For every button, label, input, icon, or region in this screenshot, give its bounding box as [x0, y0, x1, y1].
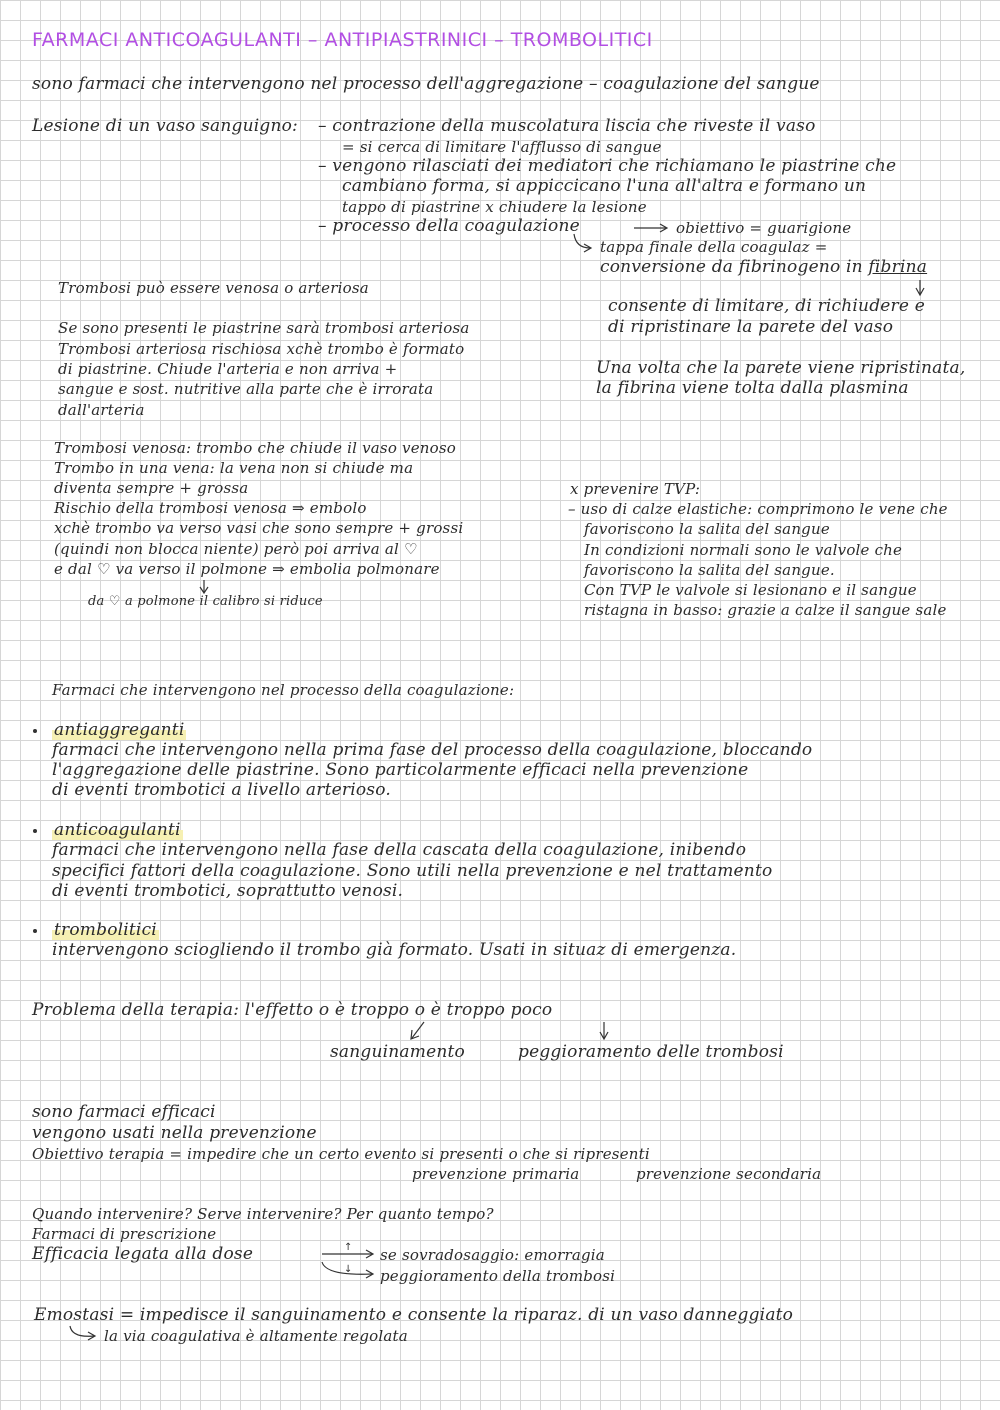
- hemostasis-line-1: Emostasi = impedisce il sanguinamento e consente la riparaz. di un vaso danneggiato: [34, 1305, 794, 1325]
- thrombolytics-highlight: trombolitici: [54, 920, 157, 940]
- double-arrow-icon: ⇒: [272, 560, 285, 578]
- venous-risk: Rischio della trombosi venosa: [54, 499, 288, 517]
- down-arrow-icon: [916, 280, 924, 295]
- bullet-icon: [33, 729, 37, 733]
- lesion-line-4: cambiano forma, si appiccicano l'una all'altra e formano un: [342, 176, 867, 196]
- embolo-word: embolo: [309, 499, 367, 517]
- lesion-line-12: la fibrina viene tolta dalla plasmina: [596, 378, 909, 398]
- hemostasis-line-2: la via coagulativa è altamente regolata: [104, 1327, 408, 1345]
- drugs-intro: Farmaci che intervengono nel processo della coagulazione:: [52, 681, 515, 699]
- antiaggregants-highlight: antiaggreganti: [54, 720, 185, 740]
- venous-line-5: xchè trombo va verso vasi che sono sempre + grossi: [54, 519, 464, 537]
- question-line: Quando intervenire? Serve intervenire? Per quanto tempo?: [32, 1205, 494, 1223]
- page-title: FARMACI ANTICOAGULANTI – ANTIPIASTRINICI – TROMBOLITICI: [32, 29, 653, 51]
- anticoagulants-line-3: di eventi trombotici, soprattutto venosi.: [52, 881, 404, 901]
- thrombolytics-title: [52, 920, 159, 940]
- antiaggregants-line-3: di eventi trombotici a livello arterioso.: [52, 780, 391, 800]
- therapy-problem: Problema della terapia: l'effetto o è troppo o è troppo poco: [32, 1000, 553, 1020]
- lesion-line-8: [600, 257, 927, 277]
- down-left-arrow-icon: [411, 1022, 424, 1039]
- dose-overdose: se sovradosaggio: emorragia: [380, 1246, 605, 1264]
- arrow-icon: [634, 224, 667, 232]
- efficacy-line-2: vengono usati nella prevenzione: [32, 1123, 317, 1143]
- lesion-line-11: Una volta che la parete viene ripristinata,: [596, 358, 966, 378]
- tvp-line-4: favoriscono la salita del sangue.: [584, 561, 835, 579]
- antiaggregants-title: [52, 720, 186, 740]
- efficacy-line-3: Obiettivo terapia = impedire che un certo evento si presenti o che si ripresenti: [32, 1145, 650, 1163]
- arterial-line-3: di piastrine. Chiude l'arteria e non arriva +: [58, 360, 398, 378]
- venous-to-lung: e dal ♡ va verso il polmone: [54, 560, 268, 578]
- svg-text:↓: ↓: [344, 1264, 353, 1275]
- tvp-line-6: ristagna in basso: grazie a calze il sangue sale: [584, 601, 947, 619]
- venous-line-1: Trombosi venosa: trombo che chiude il vaso venoso: [54, 439, 457, 457]
- arterial-line-4: sangue e sost. nutritive alla parte che è irrorata: [58, 380, 434, 398]
- antiaggregants-line-2: l'aggregazione delle piastrine. Sono particolarmente efficaci nella prevenzione: [52, 760, 749, 780]
- antiaggregants-line-1: farmaci che intervengono nella prima fase del processo della coagulazione, bloccando: [52, 740, 813, 760]
- effect-worsening: peggioramento delle trombosi: [518, 1042, 784, 1062]
- curved-arrow-icon: [574, 234, 591, 252]
- tvp-heading: x prevenire TVP:: [570, 480, 701, 498]
- tvp-line-2: favoriscono la salita del sangue: [584, 520, 830, 538]
- efficacy-line-1: sono farmaci efficaci: [32, 1102, 216, 1122]
- effect-bleeding: sanguinamento: [330, 1042, 465, 1062]
- lesion-line-10: di ripristinare la parete del vaso: [608, 317, 894, 337]
- venous-note: da ♡ a polmone il calibro si riduce: [88, 594, 323, 609]
- bullet-icon: [33, 829, 37, 833]
- fibrina-word: fibrina: [868, 257, 928, 277]
- lesion-line-3: – vengono rilasciati dei mediatori che richiamano le piastrine che: [318, 156, 897, 176]
- anticoagulants-line-1: farmaci che intervengono nella fase della cascata della coagulazione, inibendo: [52, 840, 747, 860]
- venous-line-4: [54, 498, 367, 518]
- arrow-icon: [322, 1242, 373, 1258]
- dose-line: Efficacia legata alla dose: [32, 1244, 254, 1264]
- curved-arrow-icon: [70, 1326, 95, 1340]
- pulmonary-embolism: embolia polmonare: [289, 560, 440, 578]
- lesion-line-8a: conversione da fibrinogeno in: [600, 257, 863, 277]
- anticoagulants-line-2: specifici fattori della coagulazione. Sono utili nella prevenzione e nel trattamento: [52, 861, 773, 881]
- lesion-line-1: – contrazione della muscolatura liscia che riveste il vaso: [318, 116, 816, 136]
- dose-underdose: peggioramento della trombosi: [380, 1267, 616, 1285]
- lesion-line-2: = si cerca di limitare l'afflusso di sangue: [342, 138, 662, 156]
- arterial-line-2: Trombosi arteriosa rischiosa xchè trombo è formato: [58, 340, 465, 358]
- primary-prevention: prevenzione primaria: [412, 1165, 580, 1183]
- tvp-line-1: – uso di calze elastiche: comprimono le vene che: [568, 500, 948, 518]
- lesion-label: Lesione di un vaso sanguigno:: [32, 116, 298, 136]
- lesion-goal: obiettivo = guarigione: [676, 219, 852, 237]
- anticoagulants-highlight: anticoagulanti: [54, 820, 181, 840]
- svg-text:↑: ↑: [344, 1242, 353, 1253]
- venous-line-6: (quindi non blocca niente) però poi arriva al ♡: [54, 540, 418, 558]
- intro-line: sono farmaci che intervengono nel processo dell'aggregazione – coagulazione del sangue: [32, 74, 820, 94]
- venous-line-7: [54, 559, 440, 579]
- venous-line-2: Trombo in una vena: la vena non si chiude ma: [54, 459, 414, 477]
- lesion-line-9: consente di limitare, di richiudere e: [608, 296, 925, 316]
- arterial-line-1: Se sono presenti le piastrine sarà trombosi arteriosa: [58, 319, 470, 337]
- anticoagulants-title: [52, 820, 183, 840]
- venous-line-3: diventa sempre + grossa: [54, 479, 249, 497]
- prescription-line: Farmaci di prescrizione: [32, 1225, 217, 1243]
- thrombosis-intro: Trombosi può essere venosa o arteriosa: [58, 279, 369, 297]
- thrombolytics-line-1: intervengono sciogliendo il trombo già formato. Usati in situaz di emergenza.: [52, 940, 737, 960]
- arterial-line-5: dall'arteria: [58, 401, 145, 419]
- lesion-line-7: tappa finale della coagulaz =: [600, 238, 828, 256]
- double-arrow-icon: ⇒: [292, 499, 305, 517]
- curved-arrow-icon: [322, 1262, 373, 1278]
- secondary-prevention: prevenzione secondaria: [636, 1165, 822, 1183]
- tvp-line-3: In condizioni normali sono le valvole che: [584, 541, 903, 559]
- lesion-line-6: – processo della coagulazione: [318, 216, 580, 236]
- lesion-line-5: tappo di piastrine x chiudere la lesione: [342, 198, 647, 216]
- down-arrow-icon: [600, 1022, 608, 1039]
- tvp-line-5: Con TVP le valvole si lesionano e il sangue: [584, 581, 917, 599]
- bullet-icon: [33, 929, 37, 933]
